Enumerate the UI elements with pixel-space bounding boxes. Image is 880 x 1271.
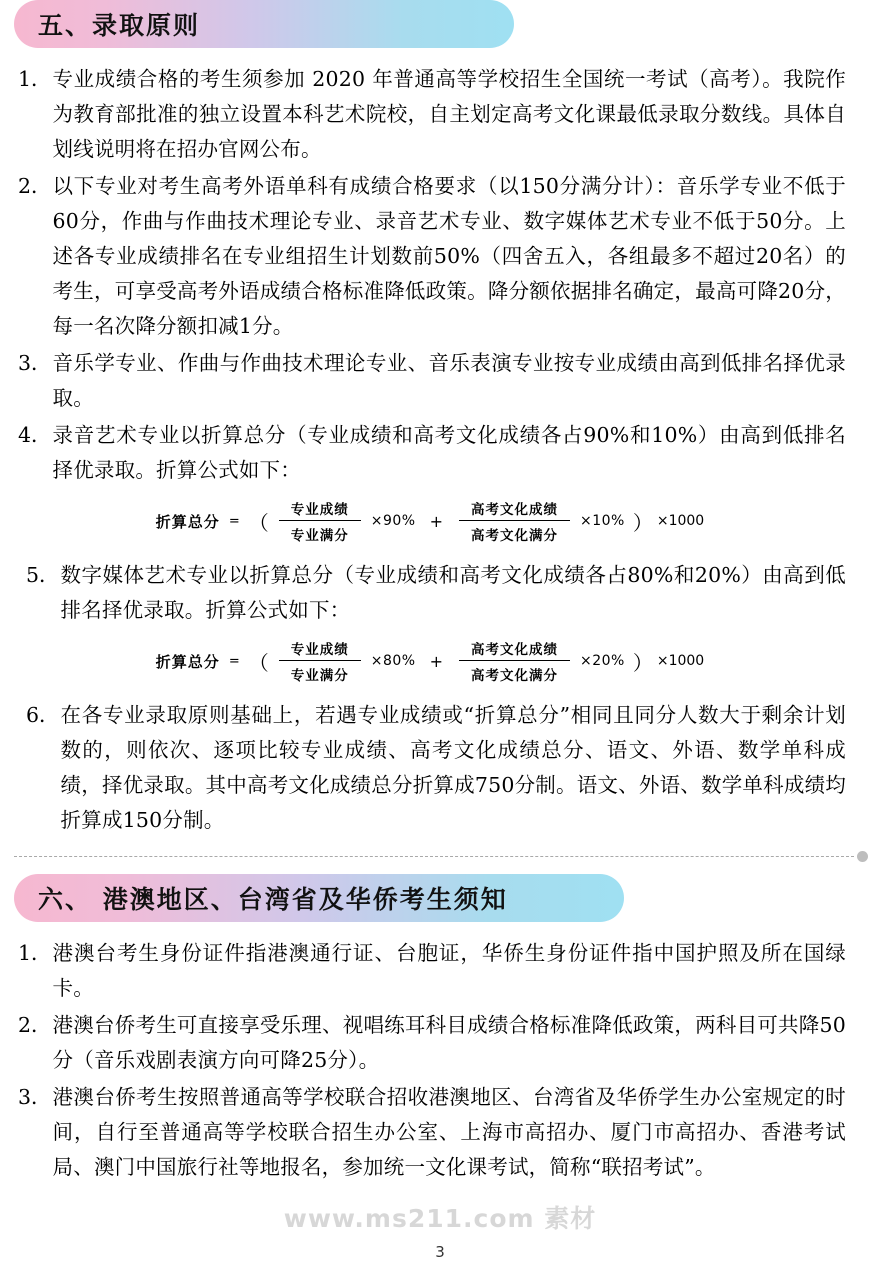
fraction-numerator: 高考文化成绩 xyxy=(459,498,570,521)
formula-open-paren: （ xyxy=(248,650,269,675)
conversion-formula-90-10 xyxy=(0,498,880,544)
list-item-text: 港澳台侨考生可直接享受乐理、视唱练耳科目成绩合格标准降低政策，两科目可共降50分（音乐戏剧表演方向可降25分）。 xyxy=(52,1013,846,1072)
formula-multiplier: ×1000 xyxy=(656,513,705,529)
fraction-denominator: 专业满分 xyxy=(290,668,349,684)
fraction-numerator: 专业成绩 xyxy=(279,498,361,521)
list-item-number: 4． xyxy=(18,423,52,447)
list-item xyxy=(0,698,880,838)
list-item-number: 5． xyxy=(26,563,60,587)
list-item-number: 2． xyxy=(18,174,52,198)
list-item xyxy=(0,1008,880,1078)
list-item-text: 港澳台侨考生按照普通高等学校联合招收港澳地区、台湾省及华侨学生办公室规定的时间，自行至普通高等学校联合招生办公室、上海市高招办、厦门市高招办、香港考试局、澳门中国旅行社等地报名，参加统一文化课考试，简称“联招考试”。 xyxy=(52,1085,846,1179)
fraction-numerator: 专业成绩 xyxy=(279,638,361,661)
formula-equals: = xyxy=(228,513,240,529)
section-heading-six xyxy=(0,874,880,922)
formula-weight-major: ×80% xyxy=(370,653,416,669)
formula-fraction-culture xyxy=(459,638,570,684)
dashed-line xyxy=(14,856,854,857)
fraction-numerator: 高考文化成绩 xyxy=(459,638,570,661)
formula-weight-culture: ×10% xyxy=(579,513,625,529)
formula-close-paren: ） xyxy=(632,510,653,535)
list-item-number: 1． xyxy=(18,67,52,91)
formula-equals: = xyxy=(228,653,240,669)
fraction-denominator: 高考文化满分 xyxy=(470,668,558,684)
fraction-denominator: 高考文化满分 xyxy=(470,528,558,544)
conversion-formula-80-20 xyxy=(0,638,880,684)
section-five-title: 五、录取原则 xyxy=(38,11,201,40)
formula-plus: + xyxy=(429,511,443,531)
section-six-title: 六、 港澳地区、台湾省及华侨考生须知 xyxy=(38,885,508,914)
section-six-list xyxy=(0,936,880,1185)
formula-close-paren: ） xyxy=(632,650,653,675)
page-number: 3 xyxy=(435,1243,445,1261)
list-item-text: 音乐学专业、作曲与作曲技术理论专业、音乐表演专业按专业成绩由高到低排名择优录取。 xyxy=(52,351,846,410)
list-item-text: 数字媒体艺术专业以折算总分（专业成绩和高考文化成绩各占80%和20%）由高到低排名择优录取。折算公式如下： xyxy=(60,563,846,622)
formula-label: 折算总分 xyxy=(155,512,220,531)
list-item-text: 录音艺术专业以折算总分（专业成绩和高考文化成绩各占90%和10%）由高到低排名择优录取。折算公式如下： xyxy=(52,423,846,482)
list-item xyxy=(0,62,880,167)
list-item-text: 专业成绩合格的考生须参加 2020 年普通高等学校招生全国统一考试（高考）。我院作为教育部批准的独立设置本科艺术院校，自主划定高考文化课最低录取分数线。具体自划线说明将在招办官网公布。 xyxy=(52,67,846,161)
section-heading-five xyxy=(0,0,880,48)
list-item xyxy=(0,936,880,1006)
formula-fraction-major xyxy=(279,498,361,544)
formula-plus: + xyxy=(429,651,443,671)
formula-open-paren: （ xyxy=(248,510,269,535)
fraction-denominator: 专业满分 xyxy=(290,528,349,544)
list-item xyxy=(0,418,880,488)
list-item xyxy=(0,169,880,344)
list-item-text: 在各专业录取原则基础上，若遇专业成绩或“折算总分”相同且同分人数大于剩余计划数的，则依次、逐项比较专业成绩、高考文化成绩总分、语文、外语、数学单科成绩，择优录取。其中高考文化成绩总分折算成750分制。语文、外语、数学单科成绩均折算成150分制。 xyxy=(60,703,846,832)
list-item-number: 1． xyxy=(18,941,52,965)
formula-weight-major: ×90% xyxy=(370,513,416,529)
divider-dot xyxy=(857,851,868,862)
list-item-number: 2． xyxy=(18,1013,52,1037)
section-divider xyxy=(0,846,880,868)
list-item-text: 以下专业对考生高考外语单科有成绩合格要求（以150分满分计）：音乐学专业不低于60分，作曲与作曲技术理论专业、录音艺术专业、数字媒体艺术专业不低于50分。上述各专业成绩排名在专业组招生计划数前50%（四舍五入，各组最多不超过20名）的考生，可享受高考外语成绩合格标准降低政策。降分额依据排名确定，最高可降20分，每一名次降分额扣减1分。 xyxy=(52,174,846,338)
section-five-list xyxy=(0,62,880,838)
list-item-number: 6． xyxy=(26,703,60,727)
list-item-number: 3． xyxy=(18,351,52,375)
formula-fraction-culture xyxy=(459,498,570,544)
list-item-number: 3． xyxy=(18,1085,52,1109)
formula-weight-culture: ×20% xyxy=(579,653,625,669)
watermark: www.ms211.com 素材 xyxy=(283,1204,597,1233)
list-item xyxy=(0,1080,880,1185)
list-item xyxy=(0,346,880,416)
formula-label: 折算总分 xyxy=(155,652,220,671)
list-item xyxy=(0,558,880,628)
formula-fraction-major xyxy=(279,638,361,684)
formula-multiplier: ×1000 xyxy=(656,653,705,669)
list-item-text: 港澳台考生身份证件指港澳通行证、台胞证，华侨生身份证件指中国护照及所在国绿卡。 xyxy=(52,941,846,1000)
